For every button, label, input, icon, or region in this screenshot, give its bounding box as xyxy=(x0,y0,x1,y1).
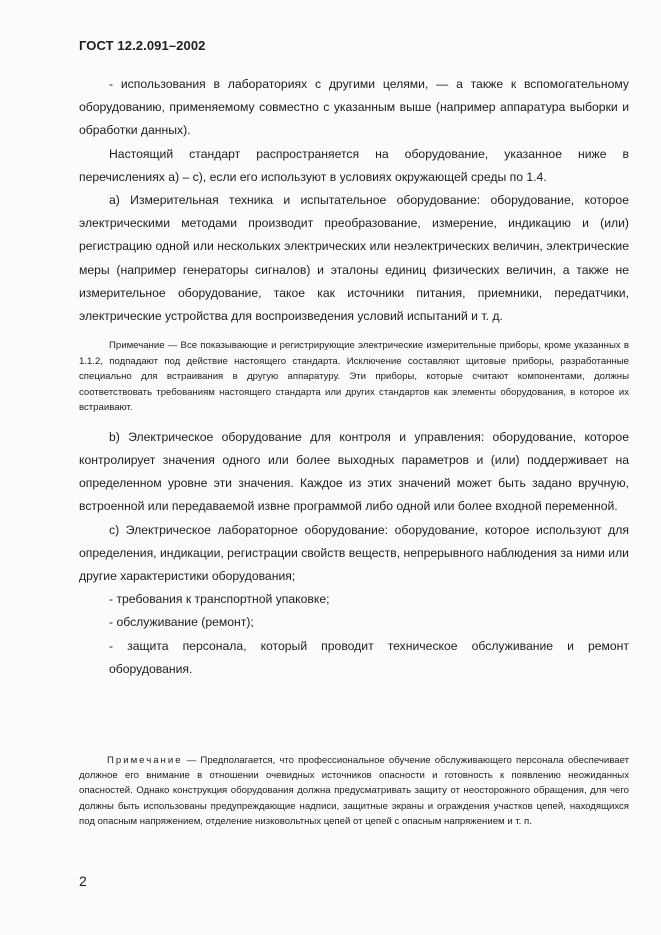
note-label: Примечание xyxy=(107,754,183,766)
list-item-packaging: - требования к транспортной упаковке; xyxy=(109,592,330,607)
paragraph-item-a: а) Измерительная техника и испытательное оборудование: оборудование, которое электрическими методами производит преобразование, измерение, индикацию и (или) регистрацию одной или нескольких электрических или неэлектрических величин, электрические меры (например генераторы сигналов) и эталоны единиц физических величин, а также не измерительное оборудование, такое как источники питания, приемники, передатчики, электрические устройства для воспроизведения условий испытаний и т. д. xyxy=(79,193,629,324)
document-body xyxy=(79,73,629,681)
document-header: ГОСТ 12.2.091–2002 xyxy=(79,38,206,53)
paragraph-item-c: с) Электрическое лабораторное оборудование: оборудование, которое используют для определения, индикации, регистрации свойств веществ, непрерывного наблюдения за ними или другие характеристики оборудования; xyxy=(79,522,629,583)
list-item-service: - обслуживание (ремонт); xyxy=(109,615,254,630)
paragraph-scope: Настоящий стандарт распространяется на оборудование, указанное ниже в перечислениях а) – с), если его используют в условиях окружающей среды по 1.4. xyxy=(79,146,629,184)
list-item-personnel: - защита персонала, который проводит техническое обслуживание и ремонт оборудования. xyxy=(109,638,629,676)
note-text: — Предполагается, что профессиональное обучение обслуживающего персонала обеспечивает должное его внимание в отношении очевидных источников опасности и готовность к появлению неожиданных опасностей. Однако конструкция оборудования должна предусматривать защиту от неосторожного обращения, для чего должны быть использованы предупреждающие надписи, защитные экраны и ограждения участков цепей, находящихся под опасным напряжением, отделение низковольтных цепей от цепей с опасным напряжением и т. п. xyxy=(79,754,629,828)
note-personnel-training xyxy=(79,753,629,830)
note-measuring-instruments: Примечание — Все показывающие и регистрирующие электрические измерительные приборы, кроме указанных в 1.1.2, подпадают под действие настоящего стандарта. Исключение составляют щитовые приборы, разработанные специально для встраивания в другую аппаратуру. Эти приборы, которые считают компонентами, должны соответствовать требованиям настоящего стандарта или других стандартов как элементы оборудования, в которое их встраивают. xyxy=(79,340,629,414)
paragraph-continuation: - использования в лабораториях с другими целями, — а также к вспомогательному оборудованию, применяемому совместно с указанным выше (например аппаратура выборки и обработки данных). xyxy=(79,77,629,138)
paragraph-item-b: b) Электрическое оборудование для контроля и управления: оборудование, которое контролирует значения одного или более выходных параметров и (или) поддерживает на определенном уровне эти значения. Каждое из этих значений может быть задано вручную, встроенной или передаваемой извне программой либо одной или более входной переменной. xyxy=(79,429,629,514)
page-number: 2 xyxy=(79,873,87,889)
